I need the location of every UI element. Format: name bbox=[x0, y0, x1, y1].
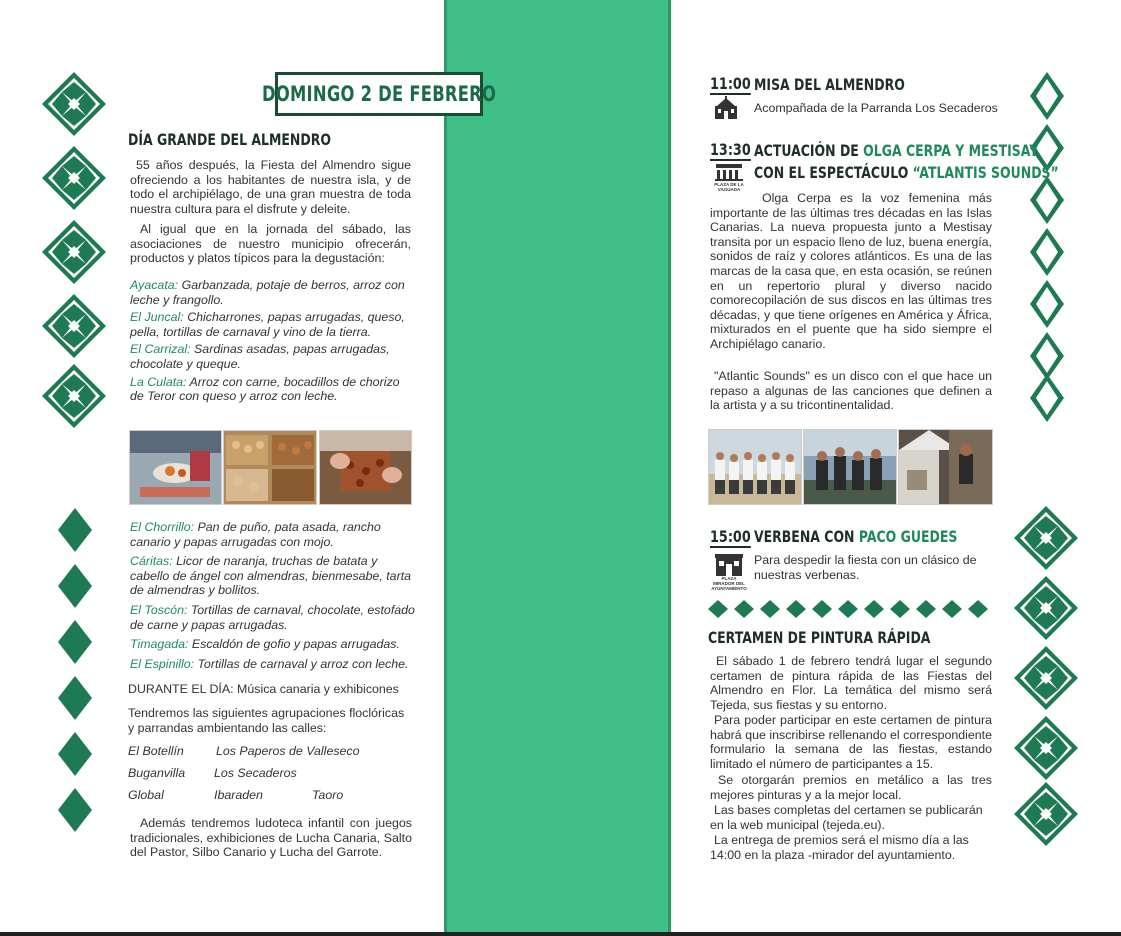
closing-paragraph: Además tendremos ludoteca infantil con juegos tradicionales, exhibiciones de Lucha Canaria, Salto del Pastor, Silbo Canario y Lucha del Garrote. bbox=[130, 816, 412, 860]
groups-list bbox=[128, 744, 418, 810]
event-time: 13:30 bbox=[710, 140, 751, 159]
date-header: DOMINGO 2 DE FEBRERO bbox=[275, 72, 483, 116]
associations-list bbox=[130, 520, 415, 671]
venue-label: PLAZA MIRADOR DEL AYUNTAMIENTO bbox=[711, 576, 747, 591]
list-item: Timagada: Escaldón de gofio y papas arrugadas. bbox=[130, 637, 400, 652]
contest-paragraph: Las bases completas del certamen se publicarán en la web municipal (tejeda.eu). bbox=[710, 803, 983, 832]
event-title: VERBENA CON PACO GUEDES bbox=[754, 527, 958, 546]
band-photo bbox=[803, 429, 897, 505]
list-item: El Toscón: Tortillas de carnaval, chocolate, estofado de carne y papas arrugadas. bbox=[130, 602, 415, 632]
groups-intro: Tendremos las siguientes agrupaciones ﬂoclóricas y parrandas ambientando las calles: bbox=[128, 706, 405, 735]
ornament-column-right bbox=[1014, 506, 1078, 846]
list-item: El Espinillo: Tortillas de carnaval y arroz con leche. bbox=[130, 656, 409, 671]
contest-paragraph: Se otorgarán premios en metálico a las tres mejores pinturas y a la mejor local. bbox=[710, 773, 992, 802]
list-item: El Chorrillo: Pan de puño, pata asada, rancho canario y papas arrugadas con mojo. bbox=[130, 520, 381, 549]
list-item: Global Ibaraden Taoro bbox=[128, 788, 344, 802]
event-desc: Para despedir la ﬁesta con un clásico de nuestras verbenas. bbox=[754, 553, 977, 582]
event-paragraph: "Atlantic Sounds" es un disco con el que hace un repaso a algunas de las canciones que deﬁnen a la artista y a su tricontinentalidad. bbox=[710, 369, 992, 413]
list-item: Cáritas: Licor de naranja, truchas de batata y cabello de ángel con almendras, bienmesabe, tarta de almendras y bollitos. bbox=[130, 554, 412, 598]
event-time: 11:00 bbox=[710, 74, 751, 93]
intro-paragraph: 55 años después, la Fiesta del Almendro sigue ofreciendo a los habitantes de nuestra isla, y de todo el archipiélago, de una gran muestra de toda nuestra cultura para el disfrute y deleite. bbox=[130, 158, 411, 216]
diamond-outline-column-right bbox=[1030, 72, 1064, 422]
church-icon bbox=[713, 96, 739, 120]
venue-label: PLAZA DE LA VAGUADA bbox=[714, 182, 744, 192]
event-title: CON EL ESPECTÁCULO “ATLANTIS SOUNDS” bbox=[754, 163, 1059, 182]
contest-paragraph: Para poder participar en este certamen de pintura habrá que inscribirse rellenando el correspondiente formulario la semana de las ﬁestas, estando limitado el número de participantes a 15. bbox=[710, 713, 992, 771]
list-item: El Juncal: Chicharrones, papas arrugadas, queso, pella, tortillas de carnaval y vino de la tierra. bbox=[130, 310, 405, 339]
section-title: DÍA GRANDE DEL ALMENDRO bbox=[128, 130, 331, 149]
during-day: DURANTE EL DÍA: Música canaria y exhibicones bbox=[128, 682, 399, 696]
diamond-column-left bbox=[58, 508, 92, 848]
event-desc: Acompañada de la Parranda Los Secaderos bbox=[754, 101, 998, 115]
intro-paragraph: Al igual que en la jornada del sábado, las asociaciones de nuestro municipio ofrecerán, productos y platos típicos para la degustación: bbox=[130, 222, 411, 265]
page-bottom-rule bbox=[0, 932, 1121, 936]
contest-title: CERTAMEN DE PINTURA RÁPIDA bbox=[708, 628, 931, 647]
associations-list bbox=[130, 278, 415, 404]
town-hall-icon bbox=[711, 552, 747, 591]
band-photo bbox=[708, 429, 802, 505]
food-photo bbox=[223, 430, 317, 505]
food-photo bbox=[319, 430, 412, 505]
contest-paragraph: La entrega de premios será el mismo día a las 14:00 en la plaza -mirador del ayuntamiento. bbox=[710, 833, 969, 862]
spine-edge bbox=[668, 0, 671, 936]
ornament-column-left bbox=[42, 72, 106, 432]
list-item: Ayacata: Garbanzada, potaje de berros, arroz con leche y frangollo. bbox=[130, 278, 405, 307]
band-photo bbox=[898, 429, 993, 505]
spine-edge bbox=[444, 0, 447, 936]
event-time: 15:00 bbox=[710, 527, 751, 546]
food-photo bbox=[129, 430, 222, 505]
contest-paragraph: El sábado 1 de febrero tendrá lugar el segundo certamen de pintura rápida de las Fiestas del Almendro en Flor. La temática del mismo será Tejeda, sus ﬁestas y su entorno. bbox=[710, 654, 992, 712]
plaza-icon bbox=[713, 162, 745, 192]
diamond-divider bbox=[708, 600, 992, 618]
list-item: La Culata: Arroz con carne, bocadillos de chorizo de Teror con queso y arroz con leche. bbox=[130, 374, 400, 404]
list-item: Buganvilla Los Secaderos bbox=[128, 766, 297, 780]
center-spine bbox=[444, 0, 671, 936]
event-title: MISA DEL ALMENDRO bbox=[754, 75, 905, 94]
list-item: El Botellín Los Paperos de Valleseco bbox=[128, 744, 360, 758]
event-paragraph: Olga Cerpa es la voz femenina más importante de las últimas tres décadas en las Islas Canarias. La nueva propuesta junto a Mestisay transita por un espacio lleno de luz, buena energía, sonidos de raíz y colores atlánticos. Es una de las marcas de la casa que, en esta ocasión, se reúnen en un repertorio plural y diverso nacido comorecopilación de sus discos en las últimas tres décadas, y que tiene orígenes en América y África, mixturados en el puente que ha sido siempre el Archipiélago canario. bbox=[710, 191, 992, 351]
list-item: El Carrizal: Sardinas asadas, papas arrugadas, chocolate y queque. bbox=[130, 342, 390, 371]
event-title: ACTUACIÓN DE OLGA CERPA Y MESTISAY bbox=[754, 141, 1039, 160]
